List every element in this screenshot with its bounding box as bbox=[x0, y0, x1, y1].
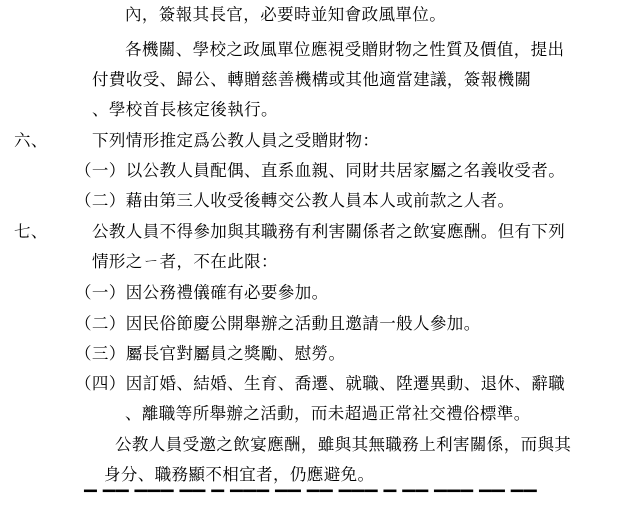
paragraph-line: 情形之ㄧ者，不在此限： bbox=[92, 252, 278, 271]
list-item: （二）藉由第三人收受後轉交公教人員本人或前款之人者。 bbox=[75, 191, 515, 210]
paragraph-line: 各機關、學校之政風單位應視受贈財物之性質及價值，提出 bbox=[125, 40, 565, 59]
list-item: （一）因公務禮儀確有必要參加。 bbox=[75, 283, 329, 302]
paragraph-line: 、學校首長核定後執行。 bbox=[92, 100, 278, 119]
cropped-next-line: ▔ ▔▔ ▔▔▔ ▔▔ ▔ ▔▔▔ ▔▔ ▔▔ ▔▔▔ ▔ ▔▔ ▔▔▔ ▔▔ ▔▔ bbox=[84, 490, 537, 509]
paragraph-line: 公教人員受邀之飲宴應酬，雖與其無職務上利害關係，而與其 bbox=[115, 435, 572, 454]
list-item: （一）以公教人員配偶、直系血親、同財共居家屬之名義收受者。 bbox=[75, 161, 566, 180]
list-item: （三）屬長官對屬員之獎勵、慰勞。 bbox=[75, 344, 346, 363]
section-marker-six: 六、 bbox=[14, 131, 48, 150]
paragraph-line: 、離職等所舉辦之活動，而未超過正常社交禮俗標準。 bbox=[125, 404, 531, 423]
section-seven-heading: 公教人員不得參加與其職務有利害關係者之飲宴應酬。但有下列 bbox=[92, 222, 566, 241]
paragraph-line: 身分、職務顯不相宜者，仍應避免。 bbox=[104, 465, 375, 484]
paragraph-line: 付費收受、歸公、轉贈慈善機構或其他適當建議，簽報機關 bbox=[92, 70, 532, 89]
list-item: （二）因民俗節慶公開舉辦之活動且邀請一般人參加。 bbox=[75, 314, 481, 333]
list-item: （四）因訂婚、結婚、生育、喬遷、就職、陞遷異動、退休、辭職 bbox=[75, 374, 566, 393]
section-marker-seven: 七、 bbox=[14, 222, 48, 241]
section-six-heading: 下列情形推定爲公教人員之受贈財物： bbox=[92, 131, 380, 150]
paragraph-line: 內，簽報其長官，必要時並知會政風單位。 bbox=[125, 5, 447, 24]
